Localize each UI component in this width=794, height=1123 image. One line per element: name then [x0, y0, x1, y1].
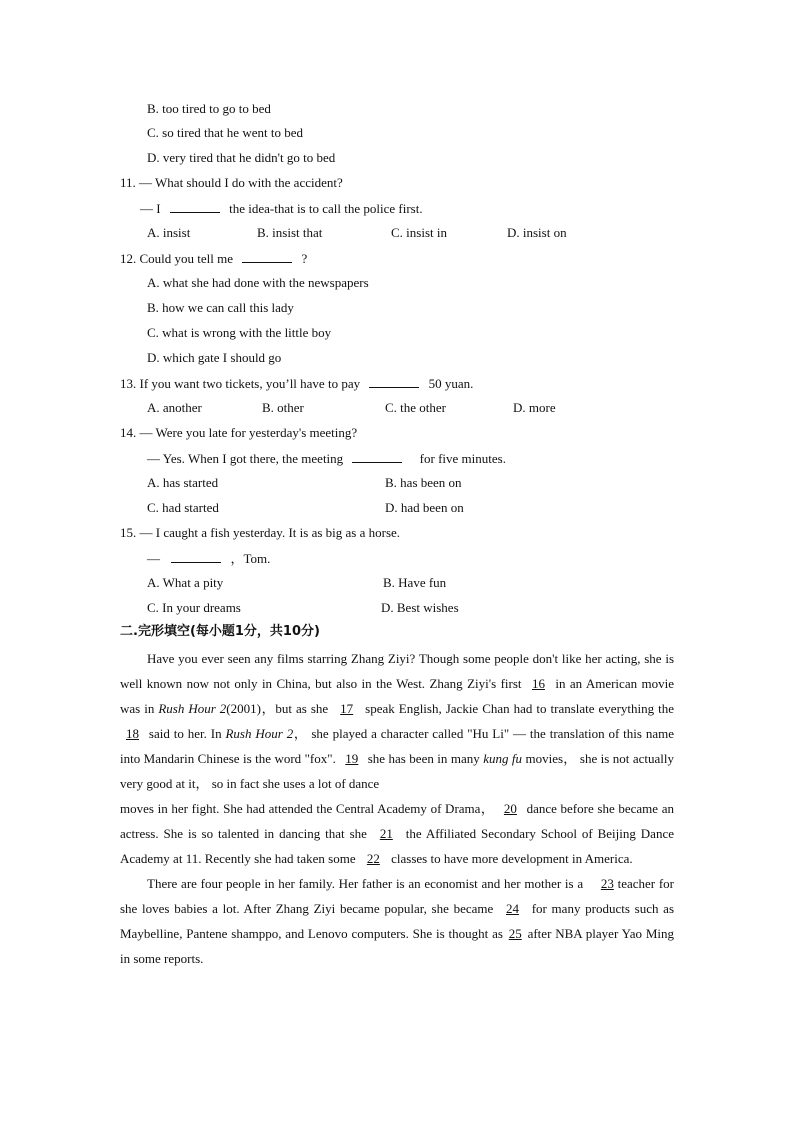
q11-option-c: C. insist in	[391, 225, 447, 240]
q14-stem: 14. — Were you late for yesterday's meeting?	[120, 425, 358, 440]
q14-reply-post: for five minutes.	[419, 451, 506, 466]
q12-option-c: C. what is wrong with the little boy	[147, 325, 332, 340]
q10-option-c: C. so tired that he went to bed	[147, 125, 303, 140]
q15-option-c: C. In your dreams	[147, 600, 241, 615]
q14-reply	[147, 448, 506, 468]
q13-stem	[120, 373, 473, 393]
q14-option-b: B. has been on	[385, 475, 462, 490]
q14-option-c: C. had started	[147, 500, 219, 515]
q11-reply-post: the idea-that is to call the police first.	[229, 201, 423, 216]
blank-number: 19	[345, 751, 359, 766]
q14-reply-pre: — Yes. When I got there, the meeting	[147, 451, 344, 466]
blank-number: 22	[366, 851, 380, 866]
text-run: speak English, Jackie Chan had to translate everything the	[361, 701, 674, 716]
text-run: movies， she is not actually very good at it， so in fact she uses a lot of dance	[120, 751, 675, 791]
text-run: Have you ever seen any films starring Zhang Ziyi? Though some people don't like her acting, she is well known now not only in China, but also in the West. Zhang Ziyi's first	[120, 651, 674, 691]
passage-paragraph-1-cont	[120, 796, 674, 871]
q15-option-a: A. What a pity	[147, 575, 224, 590]
q12-stem-pre: 12. Could you tell me	[120, 251, 234, 266]
q11-option-d: D. insist on	[507, 225, 567, 240]
film-title: Rush Hour 2	[158, 701, 227, 716]
q11-reply	[140, 198, 423, 218]
text-run: ， she played a character called "Hu Li" — the translation of this name into Mandarin Chinese is the word "fox".	[120, 726, 675, 766]
q10-option-b: B. too tired to go to bed	[147, 101, 271, 116]
q12-option-d: D. which gate I should go	[147, 350, 282, 365]
text-run: teacher for she loves babies a lot. After Zhang Ziyi became popular, she became	[120, 876, 674, 916]
genre-term: kung fu	[483, 751, 523, 766]
q15-reply	[147, 548, 270, 568]
text-run: in an American movie was in	[120, 676, 674, 716]
text-run: classes to have more development in America.	[387, 851, 633, 866]
text-run: There are four people in her family. Her father is an economist and her mother is a	[147, 876, 587, 891]
blank-number: 16	[531, 676, 545, 691]
q15-blank	[171, 548, 221, 563]
q13-blank	[369, 373, 419, 388]
blank-number: 25	[508, 926, 522, 941]
text-run: (2001)，but as she	[226, 701, 333, 716]
q12-option-b: B. how we can call this lady	[147, 300, 294, 315]
q13-option-d: D. more	[513, 400, 556, 415]
text-run: she has been in many	[364, 751, 484, 766]
passage-paragraph-1	[120, 646, 674, 796]
section-heading-cloze: 二.完形填空(每小题1分，共10分)	[120, 624, 320, 639]
q15-stem: 15. — I caught a fish yesterday. It is as big as a horse.	[120, 525, 401, 540]
text-run: for many products such as Maybelline, Pantene shamppo, and Lenovo computers. She is thought as	[120, 901, 675, 941]
text-run: said to her. In	[145, 726, 226, 741]
q15-reply-post: ，Tom.	[230, 551, 271, 566]
q11-blank	[170, 198, 220, 213]
blank-number: 21	[379, 826, 393, 841]
q13-stem-pre: 13. If you want two tickets, you’ll have to pay	[120, 376, 361, 391]
q14-blank	[352, 448, 402, 463]
blank-number: 17	[340, 701, 354, 716]
q15-option-d: D. Best wishes	[381, 600, 459, 615]
q10-option-d: D. very tired that he didn't go to bed	[147, 150, 336, 165]
q14-option-a: A. has started	[147, 475, 219, 490]
q12-blank	[242, 248, 292, 263]
q12-stem-post: ?	[301, 251, 308, 266]
q13-stem-post: 50 yuan.	[428, 376, 474, 391]
q11-option-a: A. insist	[147, 225, 191, 240]
q12-option-a: A. what she had done with the newspapers	[147, 275, 369, 290]
blank-number: 18	[126, 726, 139, 741]
q11-option-b: B. insist that	[257, 225, 323, 240]
q13-option-b: B. other	[262, 400, 304, 415]
q11-reply-pre: — I	[140, 201, 161, 216]
passage-paragraph-2	[120, 871, 674, 971]
q15-reply-pre: —	[147, 551, 160, 566]
q13-option-a: A. another	[147, 400, 202, 415]
q12-stem	[120, 248, 307, 268]
text-run: dance before she became an actress. She is so talented in dancing that she	[120, 801, 674, 841]
q15-option-b: B. Have fun	[383, 575, 447, 590]
blank-number: 24	[505, 901, 519, 916]
blank-number: 20	[503, 801, 517, 816]
q11-stem: 11. — What should I do with the accident?	[120, 175, 343, 190]
film-title: Rush Hour 2	[225, 726, 294, 741]
text-run: the Affiliated Secondary School of Beijing Dance Academy at 11. Recently she had taken some	[120, 826, 674, 866]
text-run: after NBA player Yao Ming in some reports.	[120, 926, 674, 966]
blank-number: 23	[600, 876, 614, 891]
text-run: moves in her fight. She had attended the Central Academy of Drama，	[120, 801, 498, 816]
q13-option-c: C. the other	[385, 400, 447, 415]
q14-option-d: D. had been on	[385, 500, 464, 515]
cloze-passage	[120, 646, 674, 971]
